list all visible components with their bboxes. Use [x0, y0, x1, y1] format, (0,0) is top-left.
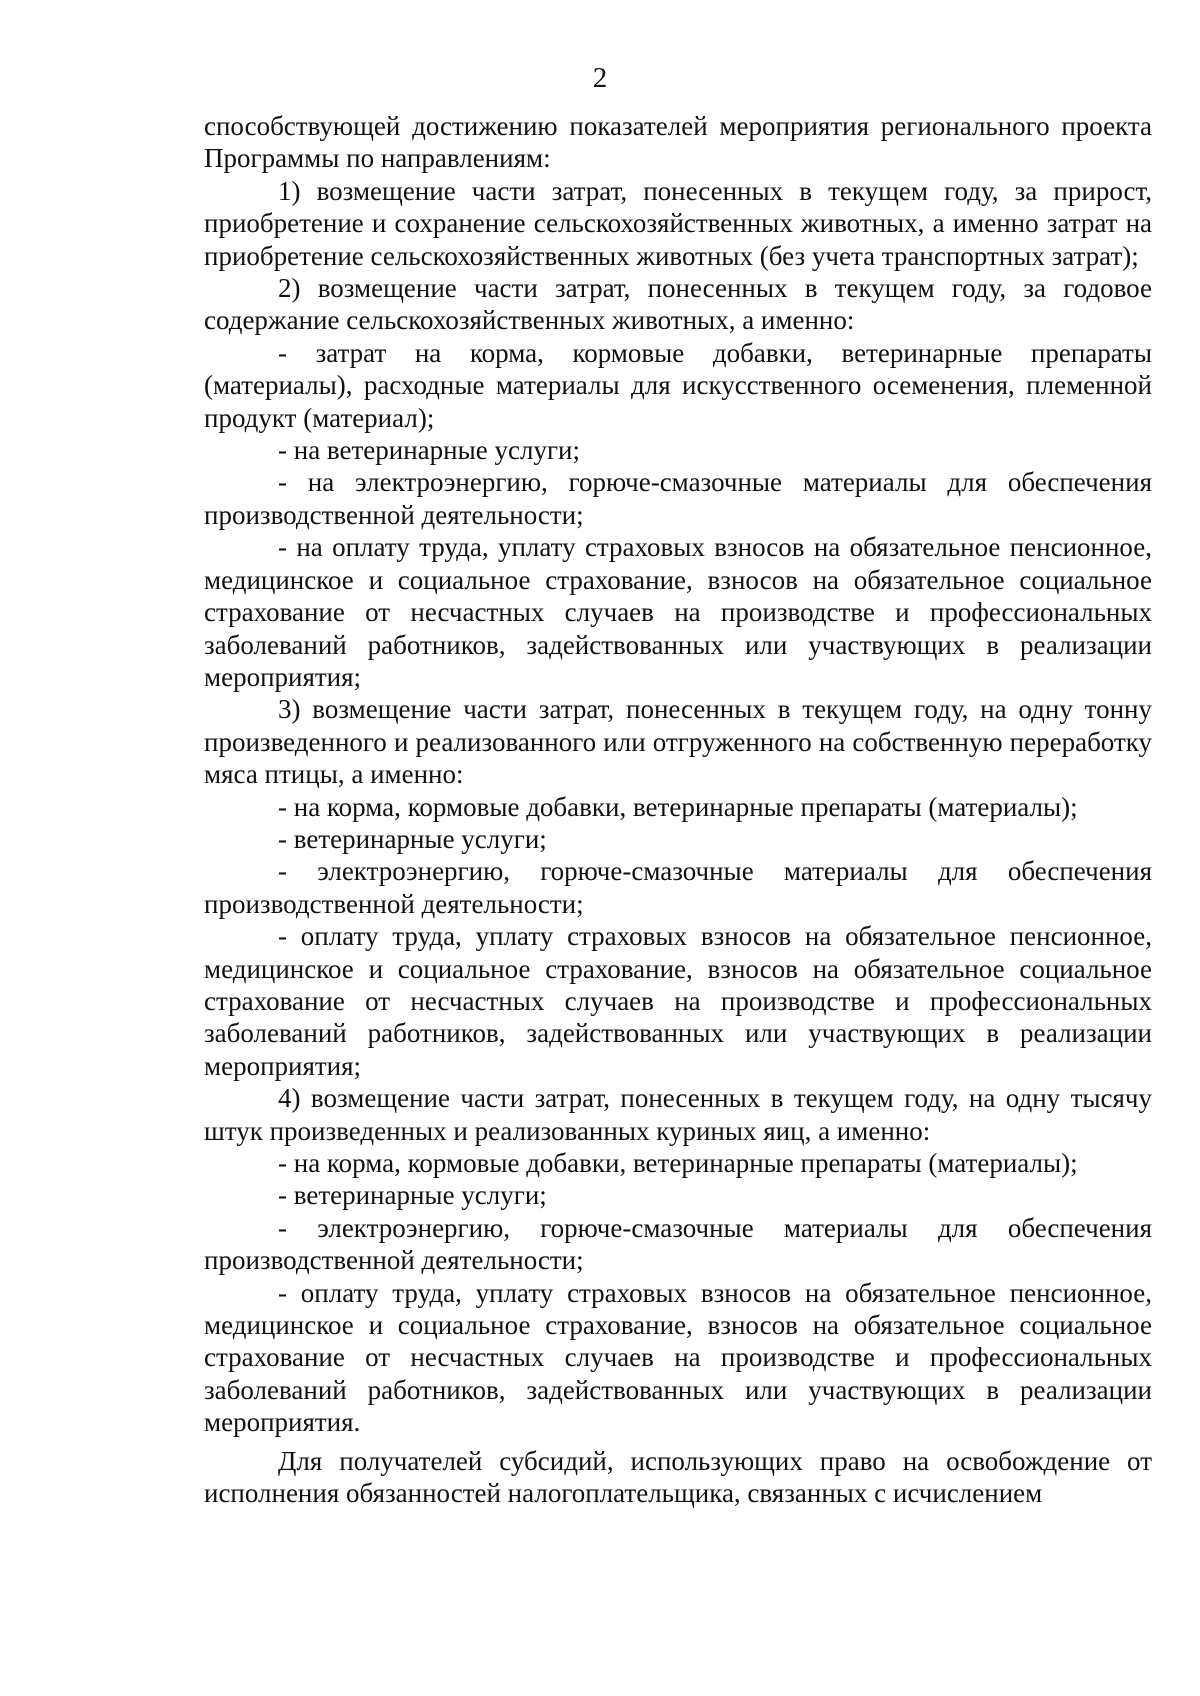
sub-item: - затрат на корма, кормовые добавки, ветеринарные препараты (материалы), расходные материалы для искусственного осеменения, племенной продукт (материал);	[204, 337, 1152, 433]
sub-item: - электроэнергию, горюче-смазочные материалы для обеспечения производственной деятельности;	[204, 1212, 1152, 1276]
list-item-4: 4) возмещение части затрат, понесенных в текущем году, на одну тысячу штук произведенных и реализованных куриных яиц, а именно:	[204, 1083, 1152, 1146]
sub-item: - ветеринарные услуги;	[278, 823, 547, 854]
sub-item: - на корма, кормовые добавки, ветеринарные препараты (материалы);	[278, 1148, 1078, 1178]
sub-item: - на ветеринарные услуги;	[278, 435, 580, 466]
sub-item: - электроэнергию, горюче-смазочные материалы для обеспечения производственной деятельности;	[204, 856, 1152, 919]
sub-item: - на корма, кормовые добавки, ветеринарные препараты (материалы);	[278, 791, 1078, 822]
sub-item: - оплату труда, уплату страховых взносов на обязательное пенсионное, медицинское и социальное страхование, взносов на обязательное социальное страхование от несчастных случаев на производстве и профессиональных заболеваний работников, задействованных или участвующих в реализации мероприятия.	[204, 1277, 1152, 1438]
sub-item: - на электроэнергию, горюче-смазочные материалы для обеспечения производственной деятельности;	[204, 467, 1152, 530]
sub-item: - оплату труда, уплату страховых взносов на обязательное пенсионное, медицинское и социальное страхование, взносов на обязательное социальное страхование от несчастных случаев на производстве и профессиональных заболеваний работников, задействованных или участвующих в реализации мероприятия;	[204, 921, 1152, 1081]
sub-item: - ветеринарные услуги;	[278, 1180, 547, 1211]
document-body	[204, 110, 1152, 1509]
page-number: 2	[592, 62, 608, 94]
sub-item: - на оплату труда, уплату страховых взносов на обязательное пенсионное, медицинское и социальное страхование, взносов на обязательное социальное страхование от несчастных случаев на производстве и профессиональных заболеваний работников, задействованных или участвующих в реализации мероприятия;	[204, 532, 1152, 692]
paragraph: способствующей достижению показателей мероприятия регионального проекта Программы по направлениям:	[204, 111, 1152, 174]
list-item-2: 2) возмещение части затрат, понесенных в текущем году, за годовое содержание сельскохозяйственных животных, а именно:	[204, 273, 1152, 336]
paragraph: Для получателей субсидий, использующих право на освобождение от исполнения обязанностей налогоплательщика, связанных с исчислением	[204, 1445, 1152, 1509]
list-item-1: 1) возмещение части затрат, понесенных в текущем году, за прирост, приобретение и сохранение сельскохозяйственных животных, а именно затрат на приобретение сельскохозяйственных животных (без учета транспортных затрат);	[204, 175, 1152, 271]
list-item-3: 3) возмещение части затрат, понесенных в текущем году, на одну тонну произведенного и реализованного или отгруженного на собственную переработку мяса птицы, а именно:	[204, 694, 1152, 790]
